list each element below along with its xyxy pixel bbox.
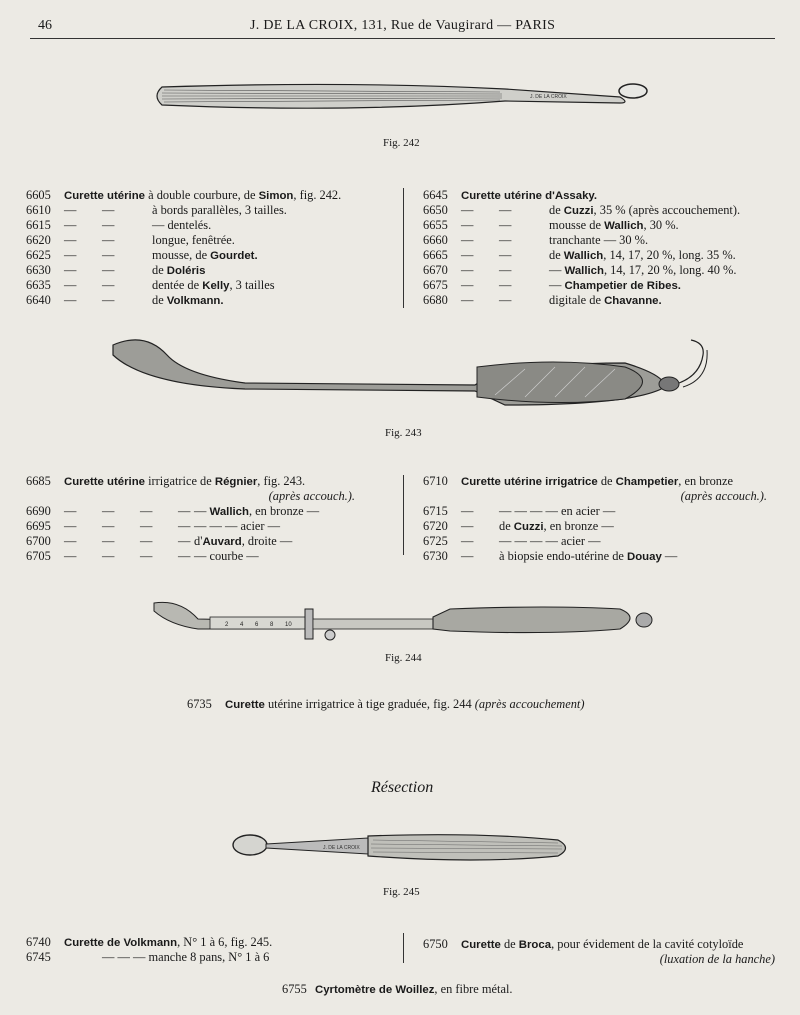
item-number: 6745 <box>26 950 51 964</box>
item-inner <box>194 549 259 564</box>
figure-caption-242: Fig. 242 <box>383 137 420 149</box>
figure-caption-244: Fig. 244 <box>385 652 422 664</box>
ditto-dash: — <box>461 218 474 232</box>
item-number: 6640 <box>26 293 51 307</box>
item-number: 6755 <box>282 982 307 996</box>
ditto-dash: — <box>178 504 191 518</box>
item-number: 6710 <box>423 474 448 488</box>
item-number: 6700 <box>26 534 51 548</box>
item-text: utérine irrigatrice à tige graduée, fig. 244 <box>264 697 475 711</box>
item-after: , N° 1 à 6, fig. 245. <box>177 935 273 949</box>
ditto-dash: — <box>178 519 191 533</box>
item-number: 6630 <box>26 263 51 277</box>
item-subnote: (après accouch.). <box>680 489 767 503</box>
item-number: 6750 <box>423 937 448 951</box>
ditto-dash: — <box>102 278 115 292</box>
item-title: Curette utérine <box>64 190 146 202</box>
item-after: , 3 tailles <box>229 278 275 292</box>
item-text: de <box>597 474 616 488</box>
ditto-dash: — <box>461 293 474 307</box>
ditto-dash: — <box>140 504 153 518</box>
item-title: Curette utérine <box>64 476 146 488</box>
item-number: 6685 <box>26 474 51 488</box>
item-number: 6625 <box>26 248 51 262</box>
item-inner <box>102 950 269 965</box>
ditto-dash: — <box>178 549 191 563</box>
ditto-dash: — <box>499 203 512 217</box>
item-after: , fig. 242. <box>293 188 342 202</box>
item-number: 6670 <box>423 263 448 277</box>
svg-text:6: 6 <box>255 622 259 628</box>
item-inner <box>194 534 292 550</box>
item-text-wrap <box>461 474 733 490</box>
item-inner <box>461 188 597 204</box>
item-number: 6705 <box>26 549 51 563</box>
item-inner <box>549 203 740 219</box>
item-inner <box>152 248 258 264</box>
item-name: Champetier <box>615 476 679 488</box>
curette-242-illustration <box>150 75 660 115</box>
item-number: 6645 <box>423 188 448 202</box>
item-inner <box>549 293 662 309</box>
item-inner <box>152 263 205 279</box>
item-bold: Chavanne. <box>604 295 662 307</box>
item-number: 6695 <box>26 519 51 533</box>
item-inner <box>194 504 319 520</box>
item-inner <box>549 278 681 294</box>
ditto-dash: — <box>140 519 153 533</box>
item-inner <box>64 935 272 951</box>
item-inner <box>152 218 211 233</box>
item-text: de <box>499 519 514 533</box>
item-inner <box>499 549 677 565</box>
ditto-dash: — <box>102 248 115 262</box>
item-number: 6655 <box>423 218 448 232</box>
item-bold: Auvard <box>202 536 242 548</box>
ditto-dash: — <box>102 504 115 518</box>
item-bold: Cuzzi <box>563 205 594 217</box>
item-text: de <box>152 263 167 277</box>
item-bold: Wallich <box>209 506 249 518</box>
item-number: 6605 <box>26 188 51 202</box>
column-divider <box>403 933 404 963</box>
item-bold-name: Broca <box>518 939 552 951</box>
item-text: irrigatrice de <box>145 474 215 488</box>
ditto-dash: — <box>499 218 512 232</box>
item-inner <box>499 534 601 549</box>
item-text: — — — — acier — <box>499 534 601 548</box>
item-after: , pour évidement de la cavité cotyloïde <box>551 937 744 951</box>
item-text: de <box>549 248 564 262</box>
ditto-dash: — <box>102 218 115 232</box>
item-text: à bords parallèles, 3 tailles. <box>152 203 287 217</box>
ditto-dash: — <box>499 233 512 247</box>
ditto-dash: — <box>102 233 115 247</box>
item-bold: Champetier de Ribes. <box>564 280 681 292</box>
ditto-dash: — <box>140 549 153 563</box>
ditto-dash: — <box>461 519 474 533</box>
ditto-dash: — <box>64 549 77 563</box>
item-after: , en bronze — <box>543 519 614 533</box>
ditto-dash: — <box>102 293 115 307</box>
item-bold: Cyrtomètre de Woillez <box>315 984 435 996</box>
svg-text:2: 2 <box>225 622 229 628</box>
item-bold: Curette <box>461 939 501 951</box>
item-number: 6690 <box>26 504 51 518</box>
item-number: 6610 <box>26 203 51 217</box>
section-title: Résection <box>371 779 434 796</box>
ditto-dash: — <box>461 504 474 518</box>
item-after: , en bronze <box>678 474 733 488</box>
item-bold: Gourdet. <box>210 250 258 262</box>
header-rule <box>30 38 775 39</box>
item-number: 6660 <box>423 233 448 247</box>
item-text: — — — manche 8 pans, N° 1 à 6 <box>102 950 270 964</box>
item-name: Simon <box>258 190 294 202</box>
curette-244-illustration <box>150 595 660 650</box>
ditto-dash: — <box>64 248 77 262</box>
item-bold: Wallich <box>563 250 604 262</box>
item-text: d' <box>194 534 203 548</box>
column-divider <box>403 475 404 555</box>
item-bold: Cuzzi <box>513 521 544 533</box>
ditto-dash: — <box>461 263 474 277</box>
item-text: digitale de <box>549 293 605 307</box>
ditto-dash: — <box>461 203 474 217</box>
curette-243-illustration <box>105 335 715 415</box>
item-text: longue, fenêtrée. <box>152 233 235 247</box>
item-italic: (après accouchement) <box>474 697 585 711</box>
item-number: 6725 <box>423 534 448 548</box>
ditto-dash: — <box>102 549 115 563</box>
svg-text:10: 10 <box>285 622 292 628</box>
item-inner <box>549 263 736 279</box>
ditto-dash: — <box>178 534 191 548</box>
item-subnote: (après accouch.). <box>268 489 355 503</box>
ditto-dash: — <box>499 248 512 262</box>
ditto-dash: — <box>64 504 77 518</box>
ditto-dash: — <box>461 248 474 262</box>
ditto-dash: — <box>499 263 512 277</box>
page-number: 46 <box>38 18 52 33</box>
item-after: , 14, 17, 20 %, long. 40 %. <box>603 263 737 277</box>
ditto-dash: — <box>102 263 115 277</box>
item-name: Régnier <box>214 476 258 488</box>
item-after: — <box>661 549 678 563</box>
item-text-wrap <box>64 188 341 204</box>
item-bold: Wallich <box>564 265 604 277</box>
figure-caption-243: Fig. 243 <box>385 427 422 439</box>
ditto-dash: — <box>499 293 512 307</box>
item-number: 6720 <box>423 519 448 533</box>
item-after: , en bronze — <box>248 504 320 518</box>
item-bold: Wallich <box>604 220 644 232</box>
item-inner <box>549 233 648 248</box>
item-inner <box>549 248 736 264</box>
item-text: — dentelés. <box>152 218 212 232</box>
item-inner <box>499 519 614 535</box>
svg-text:J. DE LA CROIX: J. DE LA CROIX <box>323 845 360 851</box>
figure-caption-245: Fig. 245 <box>383 886 420 898</box>
ditto-dash: — <box>64 263 77 277</box>
column-divider <box>403 188 404 308</box>
ditto-dash: — <box>102 203 115 217</box>
item-text: dentée de <box>152 278 203 292</box>
item-text: — <box>194 504 210 518</box>
item-number: 6740 <box>26 935 51 949</box>
item-number: 6675 <box>423 278 448 292</box>
item-bold: Curette utérine d'Assaky. <box>461 190 598 202</box>
item-bold: Kelly <box>202 280 230 292</box>
item-text: mousse, de <box>152 248 211 262</box>
item-text: à double courbure, de <box>145 188 259 202</box>
item-text-wrap <box>64 474 305 490</box>
item-bold: Doléris <box>166 265 206 277</box>
curette-245-illustration <box>228 828 578 868</box>
item-number: 6715 <box>423 504 448 518</box>
item-number: 6735 <box>187 697 212 711</box>
svg-text:8: 8 <box>270 622 274 628</box>
item-inner <box>549 218 679 234</box>
ditto-dash: — <box>64 233 77 247</box>
item-inner <box>194 519 280 534</box>
item-inner <box>152 203 287 218</box>
item-bold: Curette <box>225 699 265 711</box>
item-after: , 35 % (après accouchement). <box>593 203 741 217</box>
item-number: 6665 <box>423 248 448 262</box>
item-number: 6635 <box>26 278 51 292</box>
item-inner <box>499 504 615 519</box>
publisher-header: J. DE LA CROIX, 131, Rue de Vaugirard — PARIS <box>250 18 556 33</box>
item-after: , 14, 17, 20 %, long. 35 %. <box>603 248 736 262</box>
item-number: 6680 <box>423 293 448 307</box>
ditto-dash: — <box>64 203 77 217</box>
ditto-dash: — <box>461 278 474 292</box>
item-text: mousse de <box>549 218 605 232</box>
item-text: — <box>549 263 565 277</box>
item-bold: Volkmann. <box>166 295 224 307</box>
item-number: 6650 <box>423 203 448 217</box>
item-inner <box>152 293 224 309</box>
item-text: — — — — en acier — <box>499 504 616 518</box>
item-number: 6620 <box>26 233 51 247</box>
item-after: , en fibre métal. <box>434 982 513 996</box>
ditto-dash: — <box>461 233 474 247</box>
item-title: Curette utérine irrigatrice <box>461 476 598 488</box>
item-text: — — — acier — <box>194 519 281 533</box>
item-text: — courbe — <box>194 549 259 563</box>
item-bold: Curette de Volkmann <box>64 937 178 949</box>
ditto-dash: — <box>64 534 77 548</box>
ditto-dash: — <box>64 519 77 533</box>
ditto-dash: — <box>102 534 115 548</box>
item-number: 6615 <box>26 218 51 232</box>
item-after: , fig. 243. <box>257 474 306 488</box>
svg-text:4: 4 <box>240 622 244 628</box>
item-inner <box>152 233 235 248</box>
item-text: tranchante — 30 %. <box>549 233 649 247</box>
ditto-dash: — <box>102 519 115 533</box>
item-text: de <box>500 937 519 951</box>
ditto-dash: — <box>64 218 77 232</box>
item-text: à biopsie endo-utérine de <box>499 549 627 563</box>
ditto-dash: — <box>499 278 512 292</box>
item-text: de <box>152 293 167 307</box>
item-text: de <box>549 203 564 217</box>
item-bold: Douay <box>627 551 662 563</box>
item-after: , droite — <box>241 534 293 548</box>
ditto-dash: — <box>64 278 77 292</box>
item-number: 6730 <box>423 549 448 563</box>
item-inner <box>152 278 275 294</box>
item-subnote: (luxation de la hanche) <box>659 952 775 966</box>
ditto-dash: — <box>140 534 153 548</box>
ditto-dash: — <box>64 293 77 307</box>
item-text: — <box>549 278 565 292</box>
ditto-dash: — <box>461 534 474 548</box>
svg-text:J. DE LA CROIX: J. DE LA CROIX <box>530 94 567 100</box>
ditto-dash: — <box>461 549 474 563</box>
item-after: , 30 %. <box>643 218 679 232</box>
